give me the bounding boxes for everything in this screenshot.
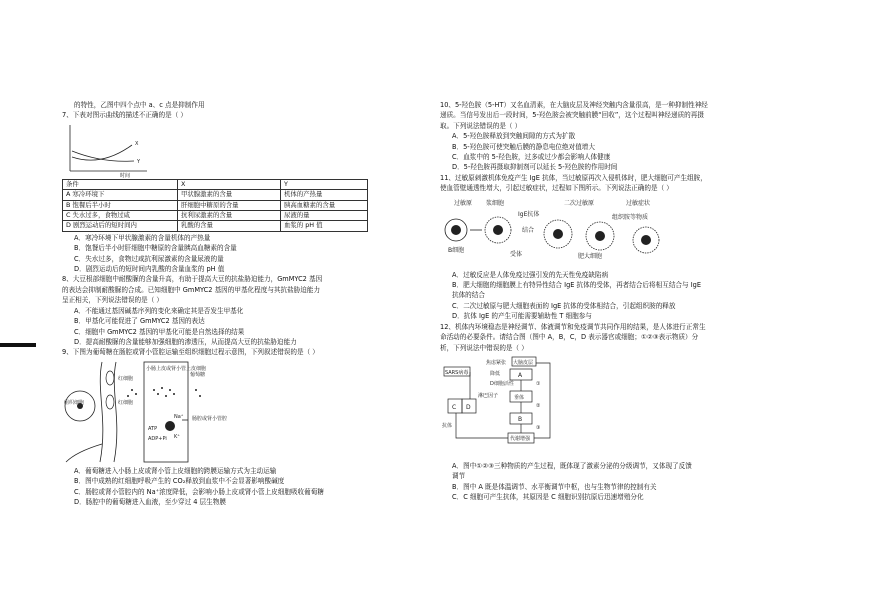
histamine-label: 组织胺等物质 bbox=[612, 213, 649, 221]
q12-option-a-cont: 调节 bbox=[452, 472, 466, 481]
table-row: B 饱餐后半小时 肝细胞中糖原的含量 胰高血糖素的含量 bbox=[63, 200, 368, 210]
marker-2: ② bbox=[536, 402, 541, 409]
glucose-label: 葡萄糖 bbox=[190, 371, 206, 378]
epithelium-label: 小肠上皮或肾小管上皮细胞 bbox=[146, 365, 207, 372]
q11-option-d: D．抗体 IgE 的产生可能需要辅助性 T 细胞参与 bbox=[452, 312, 592, 321]
table-header-cell: 条件 bbox=[63, 179, 178, 189]
q11-option-b: B．肥大细胞的细胞膜上有特异性结合 IgE 抗体的受体，再者结合后将相互结合与 IgE bbox=[452, 281, 701, 290]
q7-curve-graph bbox=[62, 123, 152, 177]
rbc-shape bbox=[106, 395, 114, 409]
epithelium-cell bbox=[144, 362, 188, 462]
q10-option-c: C．血浆中的 5-羟色胺，过多或过少都会影响人体健康 bbox=[452, 153, 611, 162]
q8-stem-line: 呈正相关，下列说法错误的是（ ） bbox=[62, 296, 164, 305]
q12-option-a: A．图中①②③三种物质的产生过程，既体现了激素分泌的分级调节，又体现了反馈 bbox=[452, 461, 692, 470]
q10-option-d: D．5-羟色胺再摄取抑制剂可以延长 5-羟色胺的作用时间 bbox=[452, 163, 618, 172]
glucose-dots bbox=[127, 387, 201, 397]
metab-label: 代谢增强 bbox=[510, 435, 531, 442]
q7-label-x: X bbox=[135, 140, 139, 147]
q10-option-a: A．5-羟色胺释放到突触间隙的方式为扩散 bbox=[452, 132, 576, 141]
q7-curve-x bbox=[72, 145, 132, 160]
q12-stem-line: 析，下列说法中错误的是（ ） bbox=[440, 343, 528, 352]
q11-option-b-cont: 抗体的结合 bbox=[452, 291, 485, 300]
left-column bbox=[62, 100, 397, 507]
second-allergen-label: 二次过敏原 bbox=[564, 199, 595, 207]
q8-option-b: B．甲基化可能促进了 GmMYC2 基因的表达 bbox=[74, 317, 205, 326]
table-header-cell: X bbox=[178, 179, 281, 189]
q11-option-c: C．二次过敏原与肥大细胞表面的 IgE 抗体的受体相结合，引起组织胺的释放 bbox=[452, 301, 676, 310]
na-label: Na⁺ bbox=[174, 413, 184, 420]
q7-table bbox=[62, 179, 368, 232]
q12-regulation-diagram bbox=[440, 355, 580, 459]
b-label: B bbox=[518, 415, 523, 423]
allergen-label: 过敏原 bbox=[454, 199, 473, 207]
table-row: C 失水过多，食物过咸 抗利尿激素的含量 尿液的量 bbox=[63, 211, 368, 221]
reduce-label: 降低 bbox=[490, 370, 501, 377]
q8-stem-line: 8、大豆根部细胞中耐酸脲的含量升高，有助于提高大豆的抗盐胁迫能力，GmMYC2 基因 bbox=[62, 275, 323, 284]
q10-stem-line: 取。下列说法错误的是（ ） bbox=[440, 121, 522, 130]
q8-stem-line: 的表达会抑制耐酸脲的合成。已知细胞中 GmMYC2 基因的甲基化程度与其抗盐胁迫能力 bbox=[62, 285, 321, 294]
page-margin-bar bbox=[0, 343, 36, 347]
atp-label: ATP bbox=[148, 425, 158, 432]
factor-label: 淋巴因子 bbox=[478, 392, 499, 399]
q12-option-b: B．图中 A 既是体温调节、水平衡调节中枢，也与生物节律的控制有关 bbox=[452, 482, 657, 491]
q8-option-a: A．不能通过基因碱基序列的变化来确定其是否发生甲基化 bbox=[74, 306, 244, 315]
mast-cell-label: 肥大细胞 bbox=[578, 252, 603, 260]
rbc-label-1: 红细胞 bbox=[118, 375, 134, 382]
q7-axis-label: 时间 bbox=[120, 172, 131, 179]
table-row: A 寒冷环境下 甲状腺激素的含量 机体的产热量 bbox=[63, 190, 368, 200]
q12-stem-line: 12、机体内环境稳态是神经调节、体液调节和免疫调节共同作用的结果，是人体进行正常生 bbox=[440, 322, 706, 331]
q10-stem-line: 递质。当信号发出后一段时间，5-羟色胺会被突触前膜“回收”，这个过程叫神经递质的再摄 bbox=[440, 111, 704, 120]
q11-option-a: A．过敏反应是人体免疫过强引发的先天性免疫缺陷病 bbox=[452, 270, 609, 279]
marker-3: ③ bbox=[536, 424, 541, 431]
b-cell-label: B细胞 bbox=[448, 246, 465, 254]
q10-option-b: B．5-羟色胺可使突触后膜的静息电位绝对值增大 bbox=[452, 142, 595, 151]
sars-label: SARS病毒 bbox=[445, 369, 469, 376]
q7-option-b: B．饱餐后半小时肝细胞中糖原的含量胰高血糖素的含量 bbox=[74, 244, 237, 253]
rbc-label-2: 红细胞 bbox=[118, 399, 134, 406]
antibody-label: 抗体 bbox=[442, 422, 453, 429]
q7-label-y: Y bbox=[137, 158, 141, 165]
q7-curve-y bbox=[72, 151, 134, 161]
plasma-cell-label: 浆细胞 bbox=[486, 199, 505, 207]
ige-label: IgE抗体 bbox=[518, 210, 540, 218]
q7-option-a: A．寒冷环境下甲状腺激素的含量机体的产热量 bbox=[74, 233, 211, 242]
table-header-row bbox=[63, 179, 368, 189]
q9-option-d: D．肠腔中的葡萄糖进入血液，至少穿过 4 层生物膜 bbox=[74, 497, 226, 506]
q9-option-b: B．图中成熟的红细胞呼吸产生的 CO₂释放到血浆中不会显著影响酸碱度 bbox=[74, 477, 285, 486]
q11-stem-line: 使血管壁通透性增大，引起过敏症状，过程如下图所示。下列说法正确的是（ ） bbox=[440, 184, 673, 193]
q11-allergy-diagram bbox=[440, 196, 680, 268]
right-column bbox=[440, 100, 785, 503]
q11-stem-line: 11、过敏原刺激机体免疫产生 IgE 抗体，当过敏原再次入侵机体时，肥大细胞可产生组胺， bbox=[440, 173, 707, 182]
q7-option-c: C．失水过多，食物过咸抗利尿激素的含量尿液的量 bbox=[74, 254, 224, 263]
cortex-label: 大脑皮层 bbox=[513, 359, 534, 366]
q10-stem-line: 10、5-羟色胺（5-HT）又名血清素，在大脑皮层及神经突触内含量很高，是一种抑制性神经 bbox=[440, 101, 708, 109]
pump-icon bbox=[165, 421, 175, 431]
q6-tail: 的特性，乙图中四个点中 a、c 点是抑制作用 bbox=[74, 101, 205, 109]
q7-option-d: D．剧烈运动后的短时间内乳酸的含量血浆的 pH 值 bbox=[74, 265, 225, 274]
d-activity-label: D细胞活性 bbox=[490, 380, 514, 387]
bind-label: 结合 bbox=[522, 226, 535, 234]
adp-label: ADP+Pi bbox=[148, 435, 167, 442]
anxiety-label: 焦虑紧张 bbox=[486, 359, 507, 366]
a-label: A bbox=[518, 371, 523, 379]
q12-stem-line: 命活动的必要条件。请结合图（图中 A，B，C，D 表示器官或细胞；①②③表示物质）分 bbox=[440, 333, 699, 342]
receptor-label: 受体 bbox=[510, 250, 523, 258]
table-header-cell: Y bbox=[281, 179, 368, 189]
q7-stem: 7、下表对图示曲线的描述不正确的是（ ） bbox=[62, 111, 187, 120]
q8-option-c: C．细胞中 GmMYC2 基因的甲基化可能是自然选择的结果 bbox=[74, 327, 245, 336]
lumen-label: 肠腔或肾小管腔 bbox=[192, 415, 228, 422]
pituitary-label: 垂体 bbox=[514, 394, 525, 401]
c-label: C bbox=[452, 403, 457, 411]
q12-option-c: C．C 细胞可产生抗体，其原因是 C 细胞识别抗原后迅速增殖分化 bbox=[452, 493, 644, 502]
rbc-shape bbox=[106, 371, 114, 385]
k-label: K⁺ bbox=[174, 433, 180, 440]
d-label: D bbox=[466, 403, 471, 411]
q9-transport-diagram bbox=[62, 360, 228, 464]
q8-option-d: D．提高耐酸脲的含量能够加强细胞的渗透压，从而提高大豆的抗盐胁迫能力 bbox=[74, 337, 297, 346]
marker-1: ① bbox=[536, 380, 541, 387]
table-row: D 剧烈运动后的短时间内 乳酸的含量 血浆的 pH 值 bbox=[63, 221, 368, 231]
tissue-cell-label: 组织细胞 bbox=[64, 399, 85, 406]
symptom-label: 过敏症状 bbox=[626, 199, 651, 207]
q9-option-c: C．肠腔或肾小管腔内的 Na⁺浓度降低，会影响小肠上皮或肾小管上皮细胞吸收葡萄糖 bbox=[74, 487, 324, 496]
q9-stem: 9、下图为葡萄糖在肠腔或肾小管腔运输至组织细胞过程示意图，下列叙述错误的是（ ） bbox=[62, 348, 319, 357]
q9-option-a: A．葡萄糖进入小肠上皮或肾小管上皮细胞的跨膜运输方式为主动运输 bbox=[74, 466, 277, 475]
